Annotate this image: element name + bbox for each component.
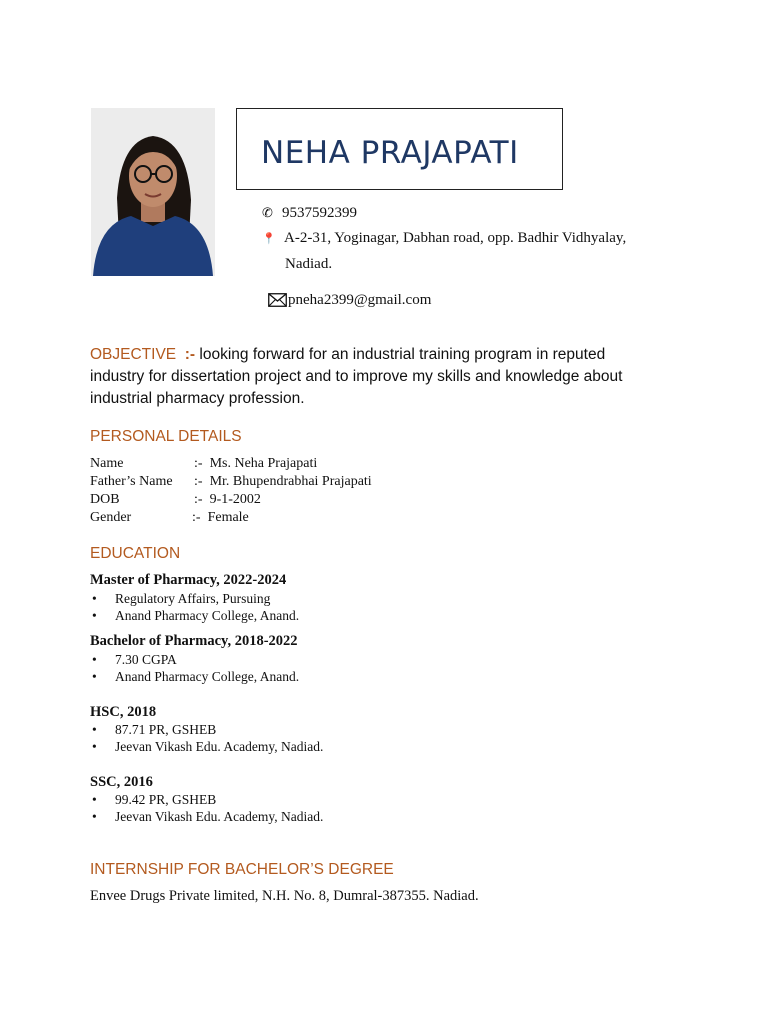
full-name: NEHA PRAJAPATI	[261, 135, 519, 171]
internship-text: Envee Drugs Private limited, N.H. No. 8, Dumral-387355. Nadiad.	[90, 888, 479, 904]
detail-separator: :-	[194, 474, 203, 489]
objective-line-1: looking forward for an industrial training program in reputed	[199, 346, 606, 363]
list-item-text: 7.30 CGPA	[115, 652, 177, 667]
detail-value-dob	[194, 492, 261, 508]
detail-separator: :-	[194, 492, 203, 507]
phone-row	[262, 205, 357, 222]
bullet: •	[92, 722, 97, 737]
address-line-1: A-2-31, Yoginagar, Dabhan road, opp. Badhir Vidhyalay,	[284, 230, 627, 246]
list-item-text: Anand Pharmacy College, Anand.	[115, 608, 300, 623]
phone-icon: ✆	[262, 205, 273, 220]
list-item	[92, 809, 323, 825]
list-item	[92, 608, 299, 624]
bullet: •	[92, 608, 97, 623]
bullet: •	[92, 669, 97, 684]
profile-photo	[91, 108, 215, 276]
bullet: •	[92, 792, 97, 807]
detail-value-name	[194, 456, 317, 472]
detail-label: Name	[90, 456, 124, 471]
list-item	[92, 669, 299, 685]
detail-separator: :-	[192, 510, 201, 525]
list-item-text: 99.42 PR, GSHEB	[115, 792, 217, 807]
list-item	[92, 792, 216, 808]
detail-value-gender	[192, 510, 249, 526]
email-row	[268, 292, 431, 312]
bullet: •	[92, 652, 97, 667]
detail-value: Ms. Neha Prajapati	[209, 456, 318, 471]
detail-value: Mr. Bhupendrabhai Prajapati	[209, 474, 372, 489]
detail-value-father	[194, 474, 372, 490]
list-item-text: Jeevan Vikash Edu. Academy, Nadiad.	[115, 739, 324, 754]
degree-title-masters: Master of Pharmacy, 2022-2024	[90, 572, 287, 588]
location-pin-icon: 📍	[262, 233, 276, 245]
list-item	[92, 739, 323, 755]
degree-title-hsc: HSC, 2018	[90, 704, 157, 720]
detail-value: 9-1-2002	[209, 492, 261, 507]
address-row	[262, 230, 626, 247]
portrait-image	[91, 108, 215, 276]
name-box	[236, 108, 563, 190]
detail-row-father	[90, 474, 173, 490]
detail-value: Female	[207, 510, 249, 525]
personal-details-heading: PERSONAL DETAILS	[90, 428, 242, 445]
detail-label: DOB	[90, 492, 120, 507]
bullet: •	[92, 739, 97, 754]
education-heading: EDUCATION	[90, 545, 181, 562]
envelope-icon	[268, 293, 287, 312]
objective-line-3: industrial pharmacy profession.	[90, 390, 305, 407]
detail-row-dob	[90, 492, 120, 508]
detail-label: Gender	[90, 510, 132, 525]
detail-row-gender	[90, 510, 131, 526]
detail-separator: :-	[194, 456, 203, 471]
detail-row-name	[90, 456, 123, 472]
objective-line-2: industry for dissertation project and to improve my skills and knowledge about	[90, 368, 623, 385]
list-item-text: Anand Pharmacy College, Anand.	[115, 669, 300, 684]
list-item-text: Jeevan Vikash Edu. Academy, Nadiad.	[115, 809, 324, 824]
objective-separator: :-	[184, 346, 196, 363]
list-item-text: 87.71 PR, GSHEB	[115, 722, 217, 737]
bullet: •	[92, 809, 97, 824]
bullet: •	[92, 591, 97, 606]
degree-title-ssc: SSC, 2016	[90, 774, 153, 790]
list-item	[92, 591, 270, 607]
internship-heading: INTERNSHIP FOR BACHELOR’S DEGREE	[90, 861, 394, 878]
objective-section	[90, 344, 690, 410]
degree-title-bachelors: Bachelor of Pharmacy, 2018-2022	[90, 633, 298, 649]
list-item	[92, 722, 216, 738]
list-item	[92, 652, 177, 668]
phone-number: 9537592399	[282, 205, 357, 221]
email-address: pneha2399@gmail.com	[288, 292, 432, 308]
objective-label: OBJECTIVE	[90, 346, 177, 363]
list-item-text: Regulatory Affairs, Pursuing	[115, 591, 271, 606]
address-line-2: Nadiad.	[285, 256, 333, 272]
detail-label: Father’s Name	[90, 474, 173, 489]
